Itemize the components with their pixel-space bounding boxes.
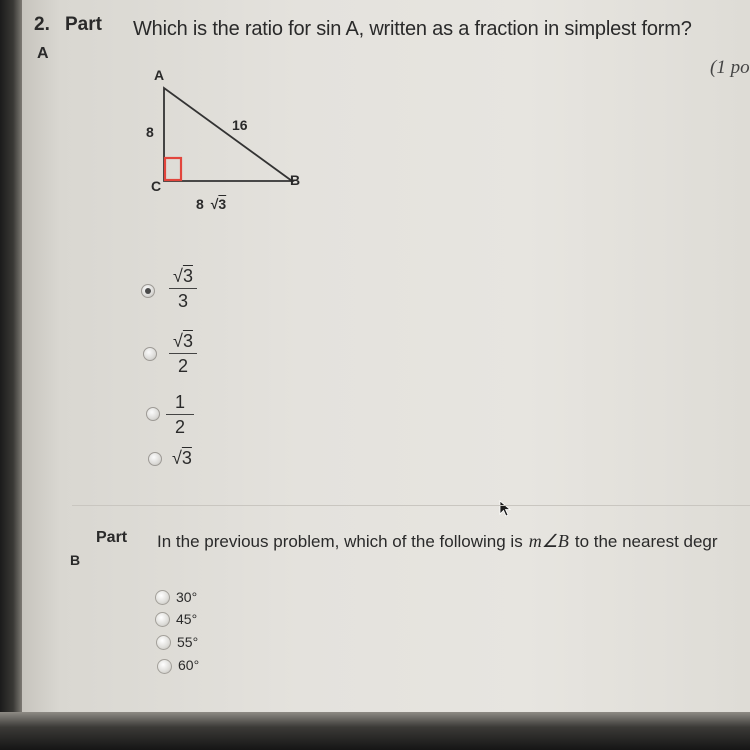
part-b-question-math: m∠B — [528, 531, 569, 551]
option-2-fraction-bar — [169, 353, 197, 354]
part-b-option-2-radio[interactable] — [155, 612, 170, 627]
part-b-option-2-label: 45° — [176, 611, 198, 627]
option-3-denominator: 2 — [174, 417, 185, 437]
vertex-a-label: A — [154, 67, 165, 83]
part-a-letter: A — [37, 45, 49, 62]
option-2-numerator: √3 — [173, 331, 193, 351]
points-label: (1 po — [710, 57, 750, 78]
vertex-c-label: C — [151, 178, 162, 194]
side-ab-label: 16 — [232, 117, 248, 133]
option-3-numerator: 1 — [174, 392, 185, 412]
option-2-fraction — [167, 331, 199, 376]
option-1-fraction-bar — [169, 288, 197, 289]
side-ac-label: 8 — [146, 124, 154, 140]
part-b-option-1-label: 30° — [176, 589, 198, 605]
option-3-fraction-bar — [166, 414, 194, 415]
section-divider — [72, 505, 750, 506]
option-3-radio[interactable] — [146, 407, 160, 421]
option-4-radio[interactable] — [148, 452, 162, 466]
part-b-question-start: In the previous problem, which of the following is — [157, 532, 523, 551]
part-b-question-end: to the nearest degr — [574, 532, 718, 551]
side-cb-root: √3 — [210, 196, 227, 212]
option-1-radicand: 3 — [182, 266, 193, 286]
option-4-radicand: 3 — [181, 448, 192, 468]
option-1-denominator: 3 — [177, 291, 188, 311]
option-2-radicand: 3 — [182, 331, 193, 351]
part-b-question — [157, 531, 718, 552]
side-cb-label — [196, 196, 226, 212]
monitor-bezel-bottom — [0, 712, 750, 750]
part-b-option-4-label: 60° — [178, 657, 200, 673]
option-3-fraction — [164, 392, 196, 437]
option-4-label: √3 — [172, 448, 192, 468]
option-1-fraction — [167, 266, 199, 311]
vertex-b-label: B — [290, 172, 301, 188]
part-b-label: Part — [96, 529, 128, 546]
question-number: 2. — [34, 14, 50, 35]
part-b-option-1-radio[interactable] — [155, 590, 170, 605]
part-b-option-3-radio[interactable] — [156, 635, 171, 650]
mouse-cursor-icon — [499, 500, 513, 518]
part-b-option-4-radio[interactable] — [157, 659, 172, 674]
part-a-question: Which is the ratio for sin A, written as a fraction in simplest form? — [133, 18, 692, 40]
side-cb-radicand: 3 — [218, 196, 227, 212]
right-angle-marker — [165, 158, 181, 180]
monitor-bezel-left — [0, 0, 22, 750]
part-b-option-3-label: 55° — [177, 634, 199, 650]
option-1-numerator: √3 — [173, 266, 193, 286]
triangle-shape — [164, 88, 292, 181]
part-a-label: Part — [65, 14, 102, 35]
part-b-letter: B — [70, 552, 81, 568]
option-2-denominator: 2 — [177, 356, 188, 376]
option-1-radio[interactable] — [141, 284, 155, 298]
option-2-radio[interactable] — [143, 347, 157, 361]
side-cb-coefficient: 8 — [196, 196, 204, 212]
